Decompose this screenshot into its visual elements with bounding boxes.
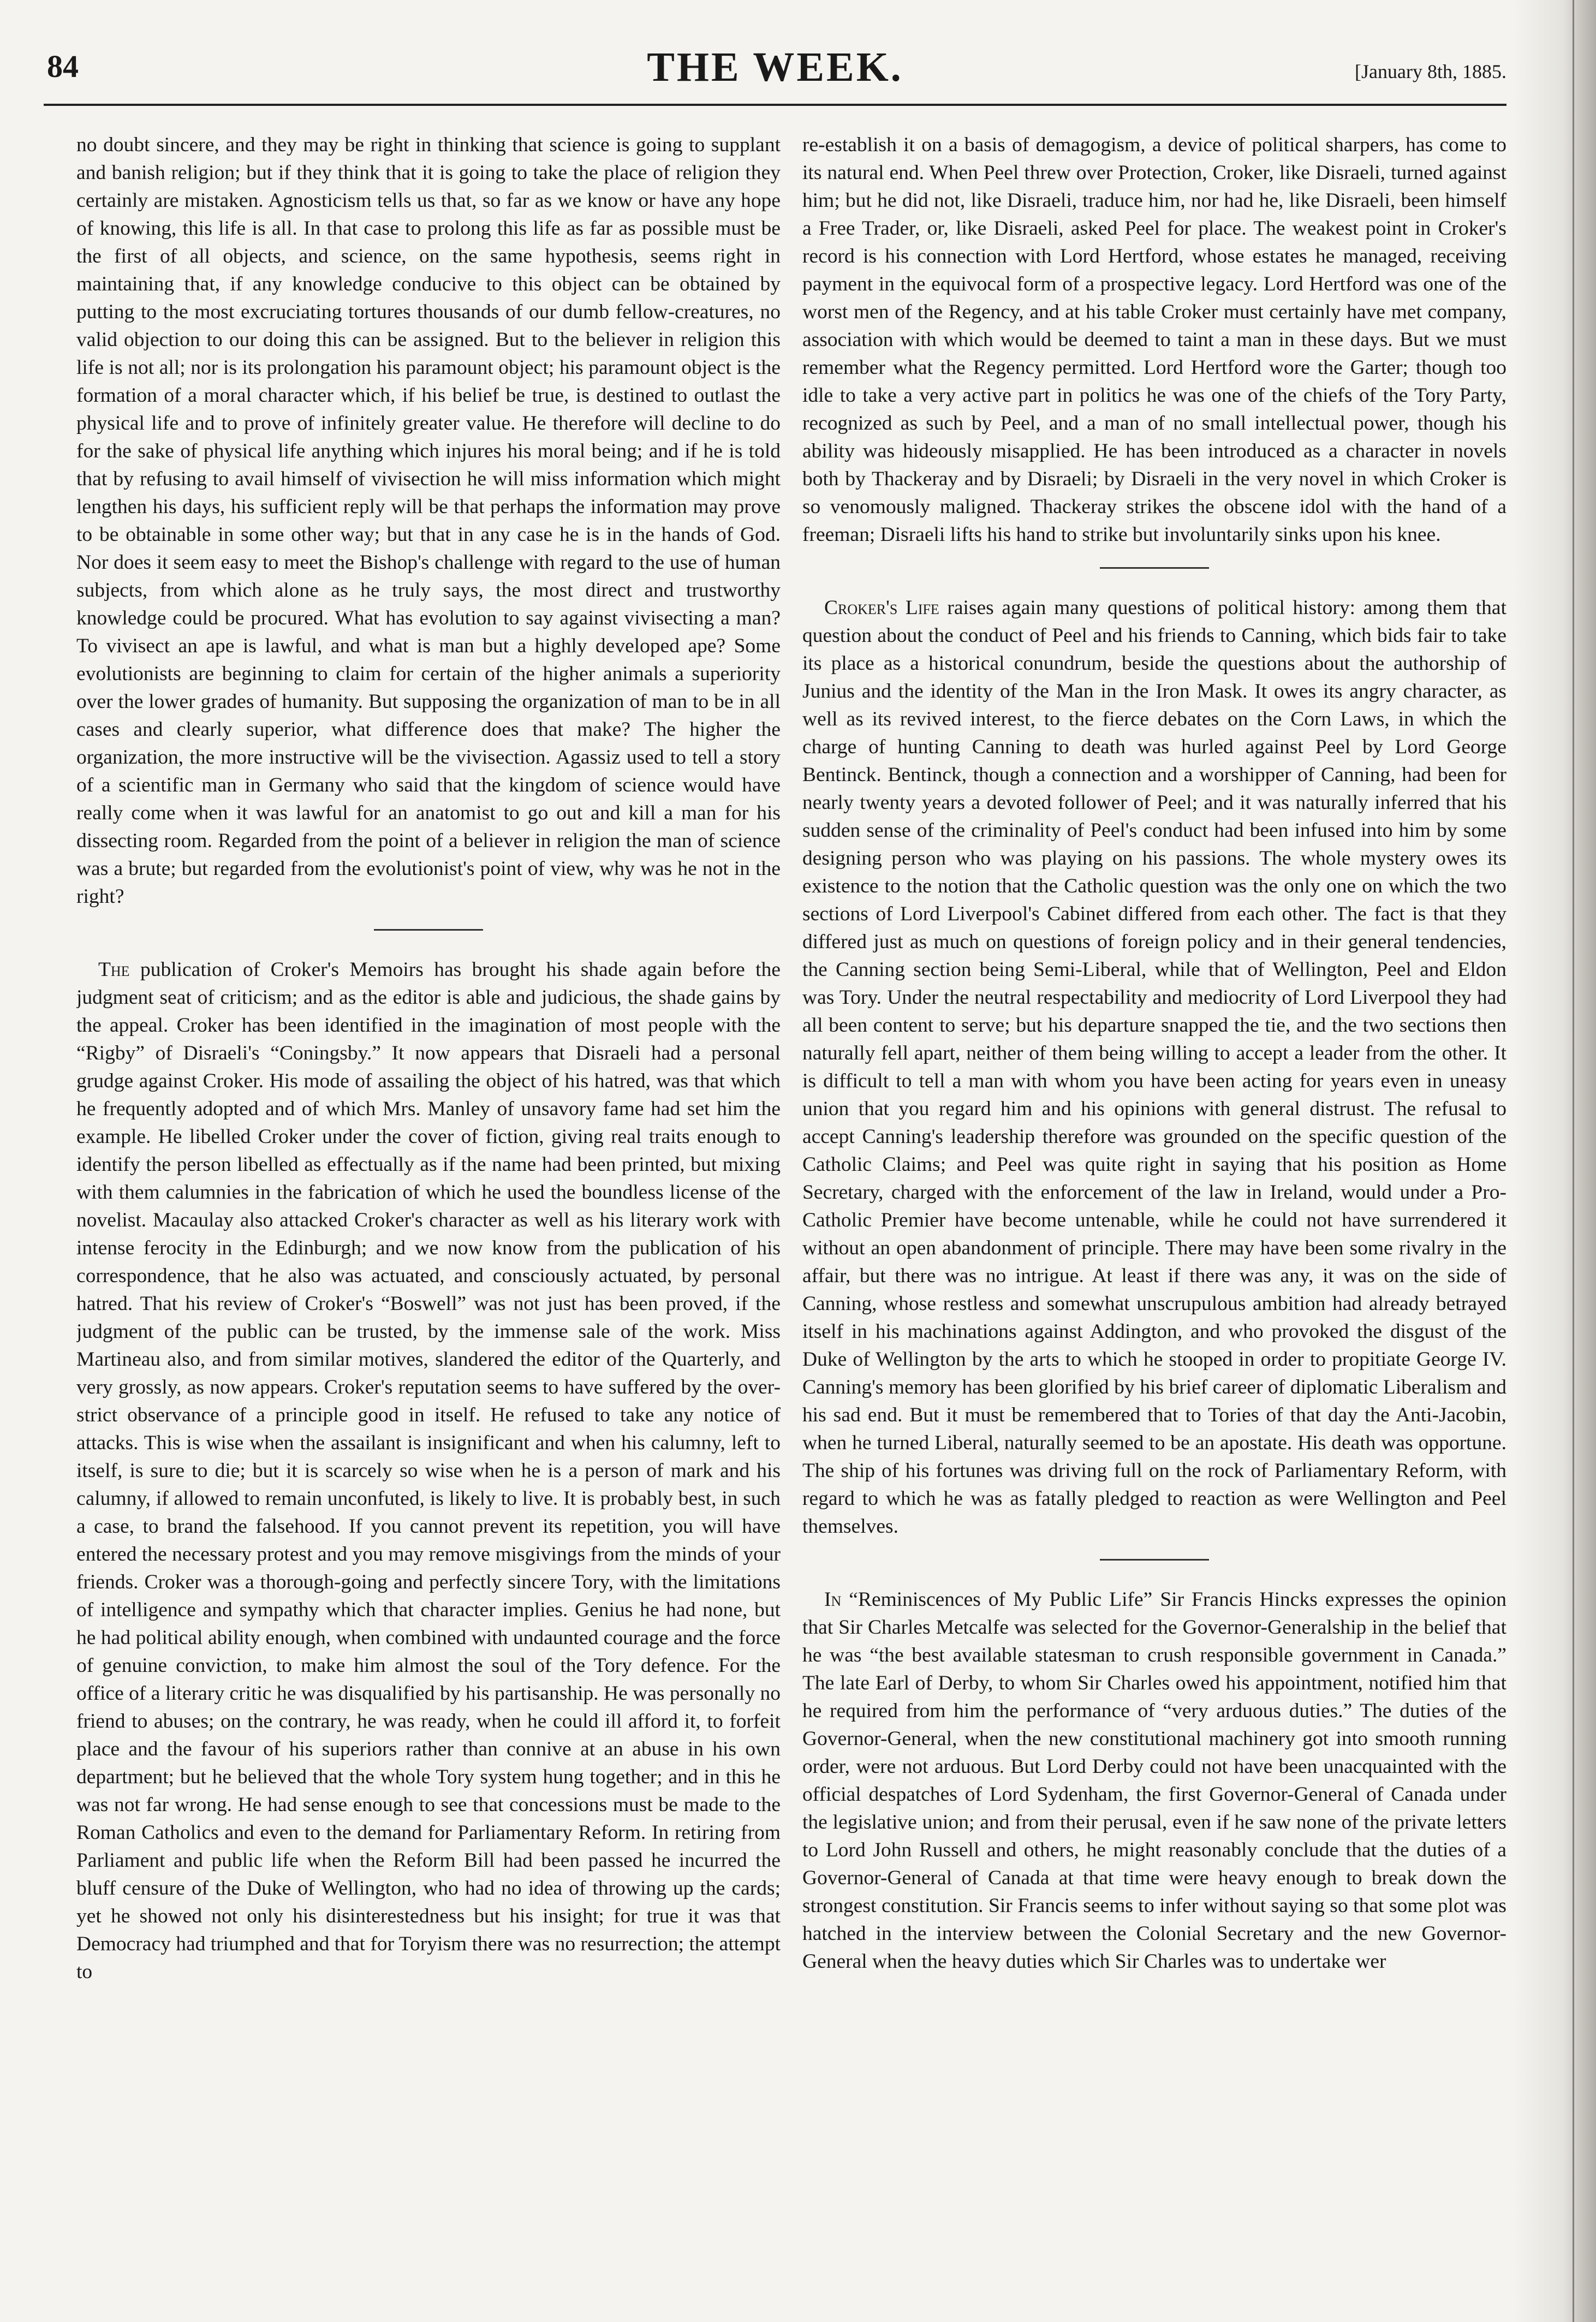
issue-date: [January 8th, 1885. (1355, 61, 1506, 82)
vivisection-paragraph: no doubt sincere, and they may be right in thinking that science is going to supplant and banish religion; but if they think that it is going to take the place of religion they certainly are mistaken. Agnosticism tells us that, so far as we know or have any hope of knowing, this life is all. In that case to prolong this life as far as possible must be the first of all objects, and science, on the same hypothesis, seems right in maintaining that, if any knowledge conducive to this object can be obtained by putting to the most excruciating tortures thousands of our dumb fellow-creatures, no valid objection to our doing this can be assigned. But to the believer in religion this life is not all; nor is its prolongation his paramount object; his paramount object is the formation of a moral character which, if his belief be true, is destined to outlast the physical life and to prove of infinitely greater value. He therefore will decline to do for the sake of physical life anything which injures his moral being; and if he is told that by refusing to avail himself of vivisection he will miss information which might lengthen his days, his sufficient reply will be that perhaps the information may prove to be obtainable in some other way; but that in any case he is in the hands of God. Nor does it seem easy to meet the Bishop's challenge with regard to the use of human subjects, from which alone as he truly says, the most direct and trustworthy knowledge could be procured. What has evolution to say against vivisecting a man? To vivisect an ape is lawful, and what is man but a highly developed ape? Some evolutionists are beginning to claim for certain of the higher animals a superiority over the lower grades of humanity. But supposing the organization of man to be in all cases and clearly superior, what difference does that make? The higher the organization, the more instructive will be the vivisection. Agassiz used to tell a story of a scientific man in Germany who said that the kingdom of science would have really come when it was lawful for an anatomist to go out and kill a man for his dissecting room. Regarded from the point of a believer in religion the man of science was a brute; but regarded from the evolutionist's point of view, why was he not in the right? (76, 134, 781, 908)
croker-memoirs-text: publication of Croker's Memoirs has brought his shade again before the judgment seat of criticism; and as the editor is able and judicious, the shade gains by the appeal. Croker has been identified in the imagination of most people with the “Rigby” of Disraeli's “Coningsby.” It now appears that Disraeli had a personal grudge against Croker. His mode of assailing the object of his hatred, was that which he frequently adopted and of which Mrs. Manley of unsavory fame had set him the example. He libelled Croker under the cover of fiction, giving real traits enough to identify the person libelled as effectually as if the name had been printed, but mixing with them calumnies in the fabrication of which he used the boundless license of the novelist. Macaulay also attacked Croker's character as well as his literary work with intense ferocity in the Edinburgh; and we now know from the publication of his correspondence, that he also was actuated, and consciously actuated, by personal hatred. That his review of Croker's “Boswell” was not just has been proved, if the judgment of the public can be trusted, by the immense sale of the work. Miss Martineau also, and from similar motives, slandered the editor of the Quarterly, and very grossly, as now appears. Croker's reputation seems to have suffered by the over-strict observance of a principle good in itself. He refused to take any notice of attacks. This is wise when the assailant is insignificant and when his calumny, left to itself, is sure to die; but it is scarcely so wise when he is a person of mark and his calumny, if allowed to remain unconfuted, is likely to live. It is probably best, in such a case, to brand the falsehood. If you cannot prevent its repetition, you will have entered the necessary protest and you may remove misgivings from the minds of your friends. Croker was a thorough-going and perfectly sincere Tory, with the limitations of intelligence and sympathy which that character implies. Genius he had none, but he had political ability enough, when combined with undaunted courage and the force of genuine conviction, to make him almost the soul of the Tory defence. For the office of a literary critic he was disqualified by his partisanship. He was personally no friend to abuses; on the contrary, he was ready, when he could ill afford it, to forfeit place and the favour of his superiors rather than connive at an abuse in his own department; but he believed that the whole Tory system hung together; and in this he was not far wrong. He had sense enough to see that concessions must be made to the Roman Catholics and even to the demand for Parliamentary Reform. In retiring from Parliament and public life when the Reform Bill had been passed he incurred the bluff censure of the Duke of Wellington, who had no idea of throwing up the cards; yet he showed not only his disinterestedness but his insight; for true it was that Democracy had triumphed and that for Toryism there was no resurrection; the attempt to (76, 958, 781, 1983)
page-header (44, 38, 1506, 104)
publication-title: THE WEEK. (647, 44, 903, 90)
section-divider (1100, 1559, 1209, 1561)
hincks-reminiscences-text: “Reminiscences of My Public Life” Sir Francis Hincks expresses the opinion that Sir Charles Metcalfe was selected for the Governor-Generalship in the belief that he was “the best available statesman to crush responsible government in Canada.” The late Earl of Derby, to whom Sir Charles owed his appointment, notified him that he required from him the performance of “very arduous duties.” The duties of the Governor-General, when the new constitutional machinery got into smooth running order, were not arduous. But Lord Derby could not have been unacquainted with the official despatches of Lord Sydenham, the first Governor-General of Canada under the legislative union; and from their perusal, even if he saw none of the private letters to Lord John Russell and others, he might reasonably conclude that the duties of a Governor-General of Canada at that time were heavy enough to break down the strongest constitution. Sir Francis seems to infer without saying so that some plot was hatched in the interview between the Colonial Secretary and the new Governor-General when the heavy duties which Sir Charles was to undertake wer (802, 1588, 1506, 1973)
header-rule (44, 104, 1506, 106)
page-edge-shadow (1514, 0, 1596, 2322)
hincks-reminiscences-paragraph (802, 1586, 1506, 1975)
section-divider (1100, 567, 1209, 569)
lead-in: Croker's Life (824, 597, 939, 619)
section-divider (374, 929, 483, 931)
right-column (802, 131, 1506, 2293)
crokers-life-paragraph (802, 594, 1506, 1540)
croker-memoirs-paragraph (76, 956, 781, 1986)
crokers-life-text: raises again many questions of political history: among them that question about the conduct of Peel and his friends to Canning, which bids fair to take its place as a historical conundrum, beside the questions about the authorship of Junius and the identity of the Man in the Iron Mask. It owes its angry character, as well as its revived interest, to the fierce debates on the Corn Laws, in which the charge of hunting Canning to death was hurled against Peel by Lord George Bentinck. Bentinck, though a connection and a worshipper of Canning, had been for nearly twenty years a devoted follower of Peel; and it was naturally inferred that his sudden sense of the criminality of Peel's conduct had been infused into him by some designing person who was playing on his passions. The whole mystery owes its existence to the notion that the Catholic question was the only one on which the two sections of Lord Liverpool's Cabinet differed from each other. The fact is that they differed just as much on questions of foreign policy and in their general tendencies, the Canning section being Semi-Liberal, while that of Wellington, Peel and Eldon was Tory. Under the neutral respectability and mediocrity of Lord Liverpool they had all been content to serve; but his departure snapped the tie, and the two sections then naturally fell apart, neither of them being willing to accept a leader from the other. It is difficult to tell a man with whom you have been acting for years even in uneasy union that you regard him and his opinions with general distrust. The refusal to accept Canning's leadership therefore was grounded on the specific question of the Catholic Claims; and Peel was quite right in saying that his position as Home Secretary, charged with the enforcement of the law in Ireland, would under a Pro-Catholic Premier have become untenable, while he could not have surrendered it without an open abandonment of principle. There may have been some rivalry in the affair, but there was no intrigue. At least if there was any, it was on the side of Canning, whose restless and somewhat unscrupulous ambition had already betrayed itself in his machinations against Addington, and who provoked the disgust of the Duke of Wellington by the arts to which he stooped in order to propitiate George IV. Canning's memory has been glorified by his brief career of diplomatic Liberalism and his sad end. But it must be remembered that to Tories of that day the Anti-Jacobin, when he turned Liberal, naturally seemed to be an apostate. His death was opportune. The ship of his fortunes was driving full on the rock of Parliamentary Reform, with regard to which he was as fatally pledged to reaction as were Wellington and Peel themselves. (802, 597, 1506, 1538)
lead-in: In (824, 1588, 842, 1611)
croker-continuation-paragraph: re-establish it on a basis of demagogism, a device of political sharpers, has come to its natural end. When Peel threw over Protection, Croker, like Disraeli, turned against him; but he did not, like Disraeli, traduce him, nor had he, like Disraeli, been himself a Free Trader, or, like Disraeli, asked Peel for place. The weakest point in Croker's record is his connection with Lord Hertford, whose estates he managed, receiving payment in the equivocal form of a prospective legacy. Lord Hertford was one of the worst men of the Regency, and at his table Croker must certainly have met company, association with which would be deemed to taint a man in these days. But we must remember what the Regency permitted. Lord Hertford wore the Garter; though too idle to take a very active part in politics he was one of the chiefs of the Tory Party, recognized as such by Peel, and a man of no small intellectual power, though his ability was hideously misapplied. He has been introduced as a character in novels both by Thackeray and by Disraeli; by Disraeli in the very novel in which Croker is so venomously maligned. Thackeray strikes the obscene idol with the hand of a freeman; Disraeli lifts his hand to strike but involuntarily sinks upon his knee. (802, 134, 1506, 546)
page-number: 84 (47, 49, 79, 84)
left-column (76, 131, 781, 2293)
page-edge-line (1573, 0, 1574, 2322)
lead-in: The (98, 958, 130, 981)
